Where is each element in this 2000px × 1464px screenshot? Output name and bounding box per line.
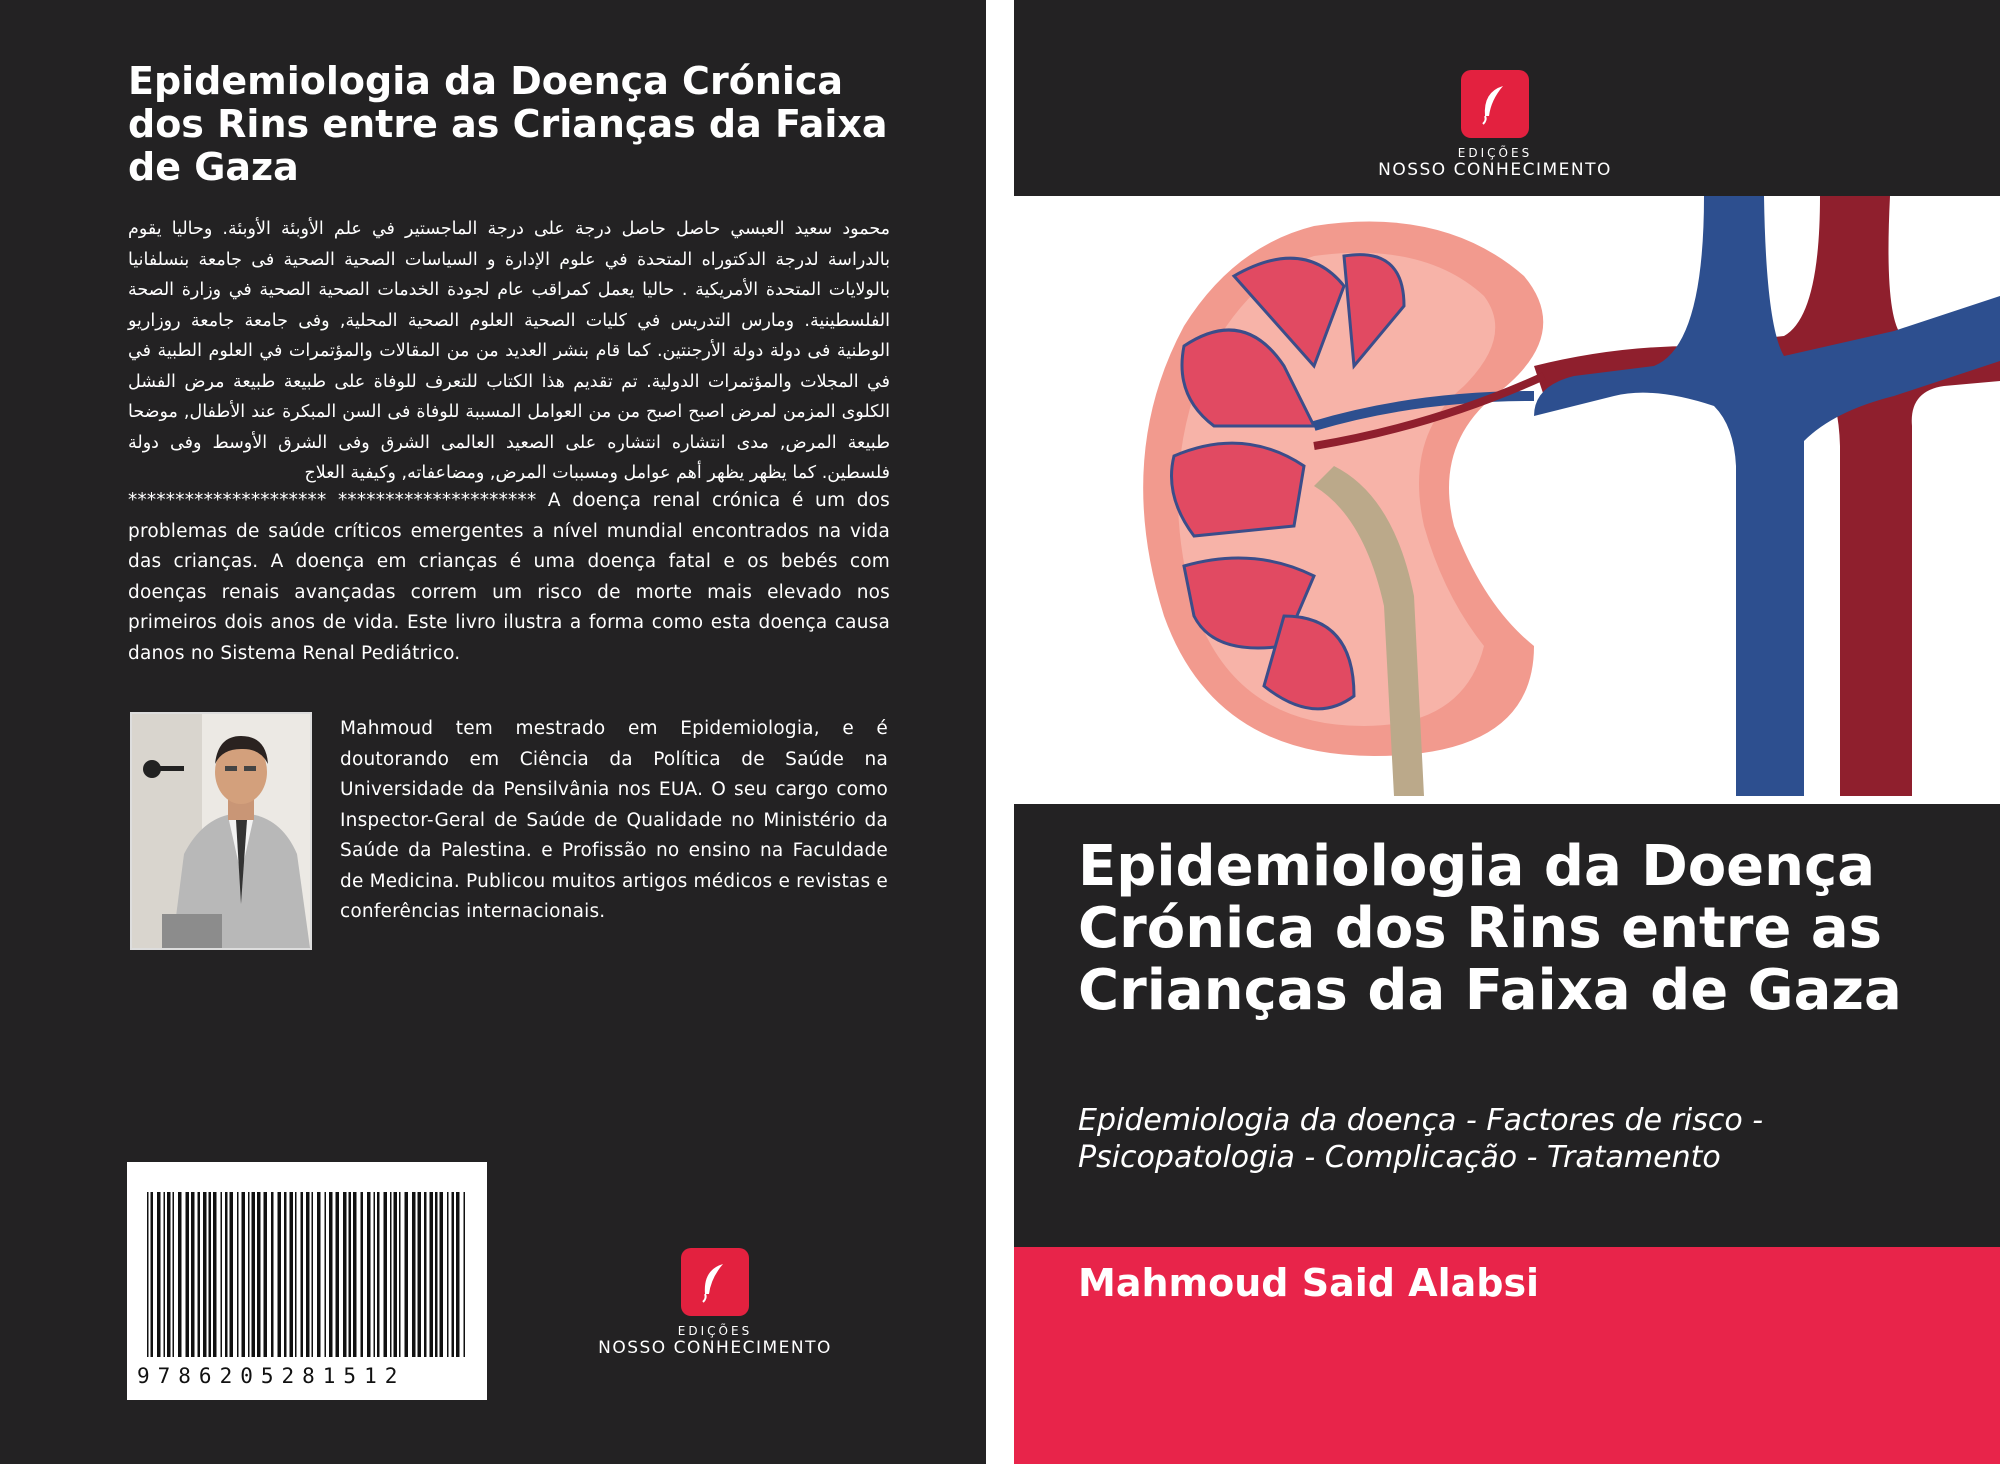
barcode-bar [306,1192,310,1357]
barcode-bar [325,1192,327,1357]
arabic-blurb: محمود سعيد العبسي حاصل حاصل درجة على درجة الماجستير في علم الأوبئة الأوبئة. وحاليا يقوم بالدراسة لدرجة الدكتوراه المتحدة في علوم الإدارة و السياسات الصحية الصحية فى جامعة بنسلفانيا بالولايات المتحدة الأمريكية . حاليا يعمل كمراقب عام لجودة الخدمات الصحية الصحية في وزارة الصحة الفلسطينية. ومارس التدريس في كليات الصحية العلوم الصحية المحلية, وفى جامعة جامعة روزاريو الوطنية فى دولة دولة الأرجنتين. كما قام بنشر العديد من من المقالات والمؤتمرات في العلوم الطبية في في المجلات والمؤتمرات الدولية. تم تقديم هذا الكتاب للتعرف للوفاة على طبيعة طبيعة مرض الفشل الكلوى المزمن لمرض اصبح اصبح من من العوامل المسببة للوفاة فى السن المبكرة عند الأطفال, موضحا طبيعة المرض, مدى انتشاره انتشاره على الصعيد العالمى الشرق وفى الشرق الأوسط وفى دولة فلسطين. كما يظهر يظهر أهم عوامل ومسببات المرض, ومضاعفاته, وكيفية العلاج [128,219,890,483]
barcode-bar [191,1192,195,1357]
portuguese-blurb: ********************* ********************* A doença renal crónica é um dos problemas de saúde críticos emergentes a nível mundial encontrados na vida das crianças. A doença em crianças é uma doença fatal e os bebés com doenças renais avançadas correm um risco de morte mais elevado nos primeiros dois anos de vida. Este livro ilustra a forma como esta doença causa danos no Sistema Renal Pediátrico. [128,490,890,664]
barcode-bar [252,1192,256,1357]
barcode-bar [225,1192,228,1357]
barcode-bar [295,1192,297,1357]
barcode-bar [435,1192,438,1357]
barcode-bar [394,1192,398,1357]
front-cover-title: Epidemiologia da Doença Crónica dos Rins entre as Crianças da Faixa de Gaza [1078,834,1902,1023]
barcode-bar [157,1192,161,1357]
author-bio: Mahmoud tem mestrado em Epidemiologia, e é doutorando em Ciência da Política de Saúde na Universidade da Pensilvânia nos EUA. O seu cargo como Inspector-Geral de Saúde de Qualidade no Ministério da Saúde da Palestina. e Profissão no ensino na Faculdade de Medicina. Publicou muitos artigos médicos e revistas e conferências internacionais. [340,718,888,922]
barcode-bar [418,1192,422,1357]
isbn-barcode [127,1162,487,1400]
barcode-bar [464,1192,466,1357]
barcode-bar [301,1192,304,1357]
barcode-bar [377,1192,380,1357]
barcode-bar [237,1192,239,1357]
barcode-bar [278,1192,282,1357]
publisher-label-small: EDIÇÕES [1457,146,1533,160]
barcode-bar [264,1192,268,1357]
barcode-bar [430,1192,434,1357]
barcode-bar [147,1192,149,1357]
barcode-bar [284,1192,287,1357]
kidney-illustration [1014,196,2000,804]
barcode-bar [290,1192,294,1357]
barcode-bar [424,1192,427,1357]
barcode-bar [361,1192,364,1357]
barcode-bar [353,1192,357,1357]
barcode-bar [390,1192,392,1357]
back-cover-title: Epidemiologia da Doença Crónica dos Rins entre as Crianças da Faixa de Gaza [128,59,888,189]
barcode-bar [164,1192,166,1357]
barcode-bar [367,1192,371,1357]
barcode-bar [186,1192,190,1357]
barcode-bar [248,1192,250,1357]
barcode-bar [349,1192,352,1357]
isbn-digits: 9786205281512 [137,1364,406,1388]
barcode-bar [412,1192,416,1357]
barcode-bar [209,1192,212,1357]
barcode-bar [312,1192,314,1357]
barcode-bar [151,1192,154,1357]
barcode-bar [242,1192,246,1357]
barcode-bar [329,1192,333,1357]
publisher-name: NOSSO CONHECIMENTO [598,1338,832,1358]
barcode-bar [317,1192,321,1357]
feather-quill-icon [1461,70,1529,138]
barcode-bar [374,1192,376,1357]
barcode-bar [198,1192,201,1357]
front-cover-author: Mahmoud Said Alabsi [1078,1261,1540,1305]
front-publisher-logo [1375,70,1615,180]
barcode-bar [178,1192,182,1357]
barcode-bar [213,1192,217,1357]
feather-quill-icon [681,1248,749,1316]
barcode-bar [384,1192,388,1357]
barcode-bar [167,1192,171,1357]
barcode-bar [336,1192,340,1357]
author-photo [130,712,312,950]
barcode-bar [447,1192,449,1357]
barcode-bar [203,1192,207,1357]
barcode-bar [173,1192,175,1357]
barcode-bar [221,1192,223,1357]
publisher-label-small: EDIÇÕES [677,1324,753,1338]
back-cover [0,0,986,1464]
back-publisher-logo [595,1248,835,1358]
barcode-bar [271,1192,274,1357]
barcode-bar [399,1192,401,1357]
barcode-bar [452,1192,455,1357]
barcode-bar [257,1192,261,1357]
spine-gap [986,0,1014,1464]
barcode-bar [343,1192,347,1357]
barcode-bar [405,1192,409,1357]
barcode-bar [456,1192,460,1357]
publisher-name: NOSSO CONHECIMENTO [1378,160,1612,180]
front-cover-subtitle: Epidemiologia da doença - Factores de risco - Psicopatologia - Complicação - Tratamento [1078,1103,1764,1175]
front-cover [1014,0,2000,1464]
barcode-bar [440,1192,444,1357]
barcode-bar [230,1192,234,1357]
